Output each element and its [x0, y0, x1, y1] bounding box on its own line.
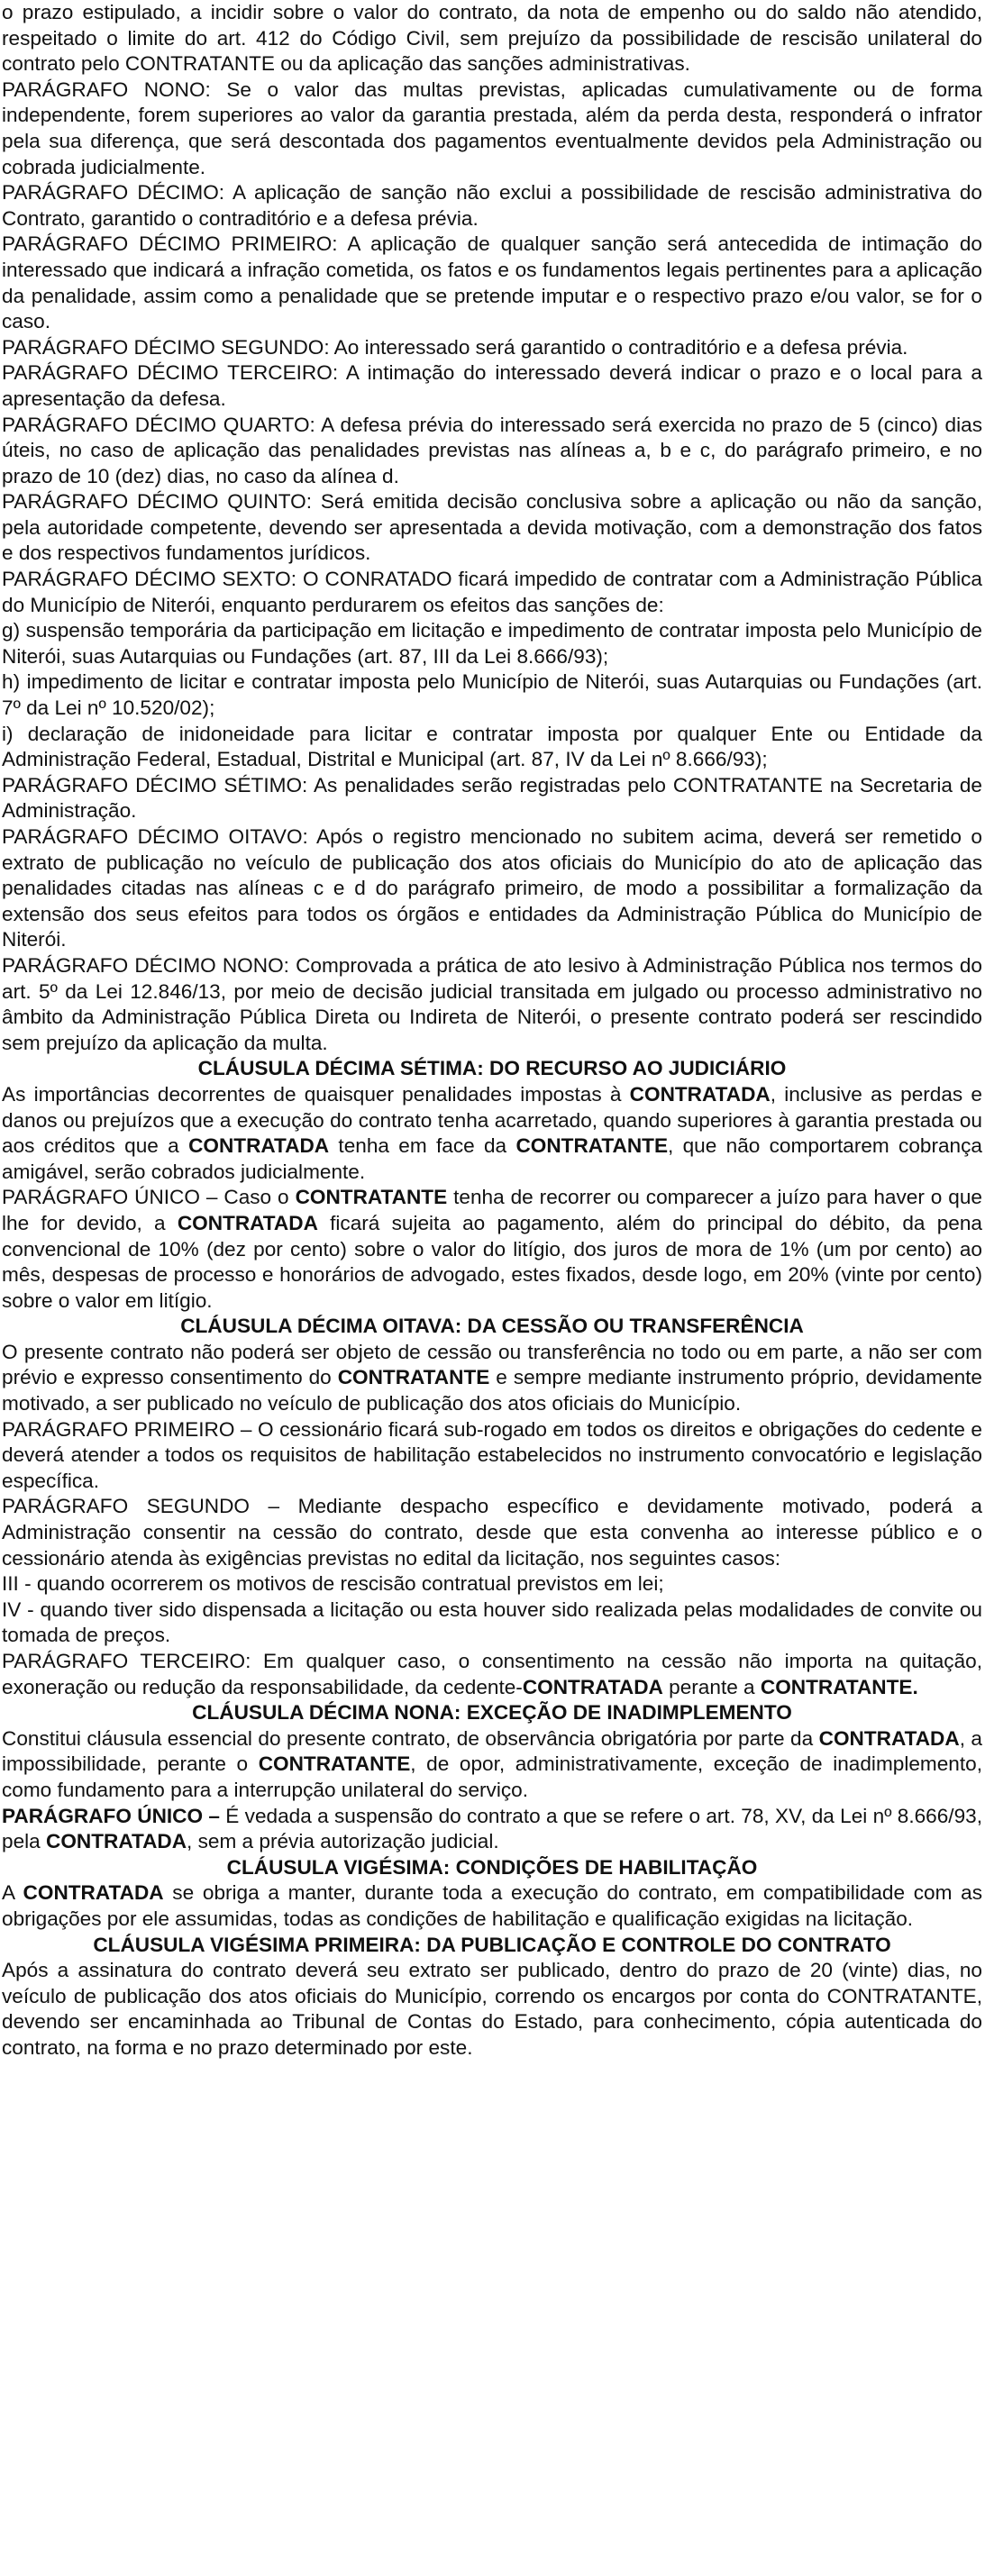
contract-paragraph [2, 489, 982, 567]
contract-paragraph [2, 360, 982, 412]
contract-paragraph [2, 1958, 982, 2061]
clause-heading [2, 1314, 982, 1340]
clause-heading [2, 1700, 982, 1726]
contract-paragraph [2, 1804, 982, 1855]
text-segment: PARÁGRAFO ÚNICO – Caso o [2, 1186, 296, 1209]
contract-paragraph [2, 335, 982, 361]
text-segment: PARÁGRAFO DÉCIMO NONO: Comprovada a prática de ato lesivo à Administração Pública nos termos do art. 5º da Lei 12.846/13, por meio de decisão judicial transitada em julgado ou processo administrativo no âmbito da Administração Pública Direta ou Indireta de Niterói, o presente contrato poderá ser rescindido sem prejuízo da aplicação da multa. [2, 953, 982, 1054]
text-segment: CLÁUSULA DÉCIMA NONA: EXCEÇÃO DE INADIMPLEMENTO [192, 1701, 792, 1725]
clause-heading [2, 1933, 982, 1959]
text-segment: Após a assinatura do contrato deverá seu extrato ser publicado, dentro do prazo de 20 (vinte) dias, no veículo de publicação dos atos oficiais do Município, correndo os encargos por conta do CONTRATANTE, devendo ser encaminhada ao Tribunal de Contas do Estado, para conhecimento, cópia autenticada do contrato, na forma e no prazo determinado por este. [2, 1959, 982, 2059]
text-segment: PARÁGRAFO PRIMEIRO – O cessionário ficará sub-rogado em todos os direitos e obrigações do cedente e deverá atender a todos os requisitos de habilitação estabelecidos no instrumento convocatório e legislação específica. [2, 1417, 982, 1492]
bold-text-segment: CONTRATADA [522, 1675, 663, 1698]
contract-paragraph [2, 1597, 982, 1649]
contract-paragraph [2, 1880, 982, 1932]
contract-paragraph [2, 1649, 982, 1700]
bold-text-segment: CONTRATANTE [337, 1366, 490, 1389]
contract-paragraph [2, 567, 982, 618]
text-segment: O presente contrato não poderá ser objeto de cessão ou transferência no todo ou em parte, a não ser com prévio e expresso consentimento do [2, 1340, 982, 1389]
text-segment: tenha de recorrer ou comparecer a juízo para haver o que lhe for devido, a [2, 1186, 982, 1234]
text-segment: se obriga a manter, durante toda a execução do contrato, em compatibilidade com as obrigações por ele assumidas, todas as condições de habilitação e qualificação exigidas na licitação. [2, 1881, 983, 1930]
text-segment: PARÁGRAFO DÉCIMO SEGUNDO: Ao interessado será garantido o contraditório e a defesa prévia. [2, 335, 908, 359]
text-segment: PARÁGRAFO DÉCIMO SEXTO: O CONRATADO ficará impedido de contratar com a Administração Pública do Município de Niterói, enquanto perdurarem os efeitos das sanções de: [2, 568, 982, 616]
text-segment: PARÁGRAFO DÉCIMO SÉTIMO: As penalidades serão registradas pelo CONTRATANTE na Secretaria de Administração. [2, 773, 982, 823]
text-segment: PARÁGRAFO DÉCIMO QUARTO: A defesa prévia do interessado será exercida no prazo de 5 (cinco) dias úteis, no caso de aplicação das penalidades previstas nas alíneas a, b e c, do parágrafo primeiro, e no prazo de 10 (dez) dias, no caso da alínea d. [2, 413, 982, 487]
clause-heading [2, 1056, 982, 1082]
text-segment: IV - quando tiver sido dispensada a licitação ou esta houver sido realizada pelas modalidades de convite ou tomada de preços. [2, 1597, 982, 1647]
text-segment: PARÁGRAFO DÉCIMO QUINTO: Será emitida decisão conclusiva sobre a aplicação ou não da sanção, pela autoridade competente, devendo ser apresentada a devida motivação, com a demonstração dos fatos e dos respectivos fundamentos jurídicos. [2, 490, 982, 565]
text-segment: g) suspensão temporária da participação em licitação e impedimento de contratar imposta pelo Município de Niterói, suas Autarquias ou Fundações (art. 87, III da Lei 8.666/93); [2, 619, 982, 668]
text-segment: PARÁGRAFO DÉCIMO PRIMEIRO: A aplicação de qualquer sanção será antecedida de intimação do interessado que indicará a infração cometida, os fatos e os fundamentos legais pertinentes para a aplicação da penalidade, assim como a penalidade que se pretende imputar e o respectivo prazo e/ou valor, se for o caso. [2, 232, 982, 333]
text-segment: , inclusive as perdas e danos ou prejuízos que a execução do contrato tenha acarretado, quando superiores à garantia prestada ou aos créditos que a [2, 1082, 983, 1158]
contract-paragraph [2, 953, 982, 1056]
bold-text-segment: CONTRATADA [818, 1726, 960, 1750]
contract-paragraph [2, 722, 982, 773]
contract-paragraph [2, 618, 982, 669]
text-segment: CLÁUSULA VIGÉSIMA PRIMEIRA: DA PUBLICAÇÃO E CONTROLE DO CONTRATO [93, 1933, 891, 1956]
contract-paragraph [2, 0, 982, 77]
contract-paragraph [2, 773, 982, 824]
text-segment: PARÁGRAFO DÉCIMO OITAVO: Após o registro mencionado no subitem acima, deverá ser remetido o extrato de publicação no veículo de publicação dos atos oficiais do Município do ato de aplicação das penalidades citadas nas alíneas c e d do parágrafo primeiro, de modo a possibilitar a formalização da extensão dos seus efeitos para todos os órgãos e entidades da Administração Pública do Município de Niterói. [2, 825, 982, 951]
text-segment: , que não comportarem cobrança amigável, serão cobrados judicialmente. [2, 1134, 982, 1183]
text-segment: e sempre mediante instrumento próprio, devidamente motivado, a ser publicado no veículo de publicação dos atos oficiais do Município. [2, 1366, 982, 1415]
text-segment: CLÁUSULA VIGÉSIMA: CONDIÇÕES DE HABILITAÇÃO [226, 1855, 758, 1879]
contract-paragraph [2, 77, 982, 180]
bold-text-segment: CONTRATADA [46, 1830, 187, 1853]
bold-text-segment: CONTRATADA [23, 1881, 164, 1905]
contract-paragraph [2, 413, 982, 490]
text-segment: tenha em face da [329, 1134, 516, 1158]
bold-text-segment: CONTRATADA [629, 1082, 771, 1106]
contract-paragraph [2, 1494, 982, 1571]
contract-paragraph [2, 1185, 982, 1314]
contract-paragraph [2, 824, 982, 953]
text-segment: PARÁGRAFO SEGUNDO – Mediante despacho específico e devidamente motivado, poderá a Administração consentir na cessão do contrato, desde que esta convenha ao interesse público e o cessionário atenda às exigências previstas no edital da licitação, nos seguintes casos: [2, 1495, 982, 1570]
bold-text-segment: CONTRATADA [188, 1134, 330, 1158]
text-segment: A [2, 1881, 23, 1905]
text-segment: É vedada a suspensão do contrato a que se refere o art. 78, XV, da Lei nº 8.666/93, pela [2, 1804, 982, 1853]
text-segment: Constitui cláusula essencial do presente contrato, de observância obrigatória por parte da [2, 1726, 819, 1750]
text-segment: PARÁGRAFO DÉCIMO: A aplicação de sanção não exclui a possibilidade de rescisão administrativa do Contrato, garantido o contraditório e a defesa prévia. [2, 181, 982, 230]
text-segment: III - quando ocorrerem os motivos de rescisão contratual previstos em lei; [2, 1572, 664, 1596]
bold-text-segment: CONTRATANTE [295, 1186, 448, 1209]
contract-paragraph [2, 232, 982, 334]
text-segment: , de opor, administrativamente, exceção de inadimplemento, como fundamento para a interrupção unilateral do serviço. [2, 1752, 982, 1801]
bold-text-segment: CONTRATANTE. [760, 1675, 918, 1698]
contract-paragraph [2, 1417, 982, 1495]
text-segment: CLÁUSULA DÉCIMA OITAVA: DA CESSÃO OU TRANSFERÊNCIA [180, 1315, 804, 1338]
clause-heading [2, 1855, 982, 1881]
contract-paragraph [2, 1340, 982, 1417]
text-segment: , sem a prévia autorização judicial. [187, 1830, 499, 1853]
text-segment: CLÁUSULA DÉCIMA SÉTIMA: DO RECURSO AO JUDICIÁRIO [197, 1057, 787, 1080]
bold-text-segment: PARÁGRAFO ÚNICO – [2, 1804, 226, 1827]
contract-paragraph [2, 180, 982, 232]
text-segment: ficará sujeita ao pagamento, além do principal do débito, da pena convencional de 10% (dez por cento) sobre o valor do litígio, dos juros de mora de 1% (um por cento) ao mês, despesas de processo e honorários de advogado, estes fixados, desde logo, em 20% (vinte por cento) sobre o valor em litígio. [2, 1211, 982, 1312]
contract-paragraph [2, 1726, 982, 1804]
text-segment: perante a [662, 1675, 761, 1698]
contract-paragraph [2, 1082, 982, 1185]
contract-paragraph [2, 669, 982, 721]
text-segment: , a impossibilidade, perante o [2, 1726, 983, 1776]
text-segment: As importâncias decorrentes de quaisquer penalidades impostas à [2, 1082, 630, 1106]
text-segment: PARÁGRAFO TERCEIRO: Em qualquer caso, o consentimento na cessão não importa na quitação, exoneração ou redução da responsabilidade, da cedente- [2, 1650, 982, 1698]
text-segment: o prazo estipulado, a incidir sobre o valor do contrato, da nota de empenho ou do saldo não atendido, respeitado o limite do art. 412 do Código Civil, sem prejuízo da possibilidade de rescisão unilateral do contrato pelo CONTRATANTE ou da aplicação das sanções administrativas. [2, 1, 982, 76]
bold-text-segment: CONTRATANTE [258, 1752, 411, 1776]
contract-paragraph [2, 1571, 982, 1597]
bold-text-segment: CONTRATADA [177, 1211, 318, 1234]
text-segment: PARÁGRAFO NONO: Se o valor das multas previstas, aplicadas cumulativamente ou de forma independente, forem superiores ao valor da garantia prestada, além da perda desta, responderá o infrator pela sua diferença, que será descontada dos pagamentos eventualmente devidos pela Administração ou cobrada judicialmente. [2, 77, 982, 178]
text-segment: PARÁGRAFO DÉCIMO TERCEIRO: A intimação do interessado deverá indicar o prazo e o local para a apresentação da defesa. [2, 361, 982, 410]
text-segment: i) declaração de inidoneidade para licitar e contratar imposta por qualquer Ente ou Entidade da Administração Federal, Estadual, Distrital e Municipal (art. 87, IV da Lei nº 8.666/93); [2, 722, 982, 771]
text-segment: h) impedimento de licitar e contratar imposta pelo Município de Niterói, suas Autarquias ou Fundações (art. 7º da Lei nº 10.520/02); [2, 670, 982, 720]
bold-text-segment: CONTRATANTE [515, 1134, 669, 1158]
